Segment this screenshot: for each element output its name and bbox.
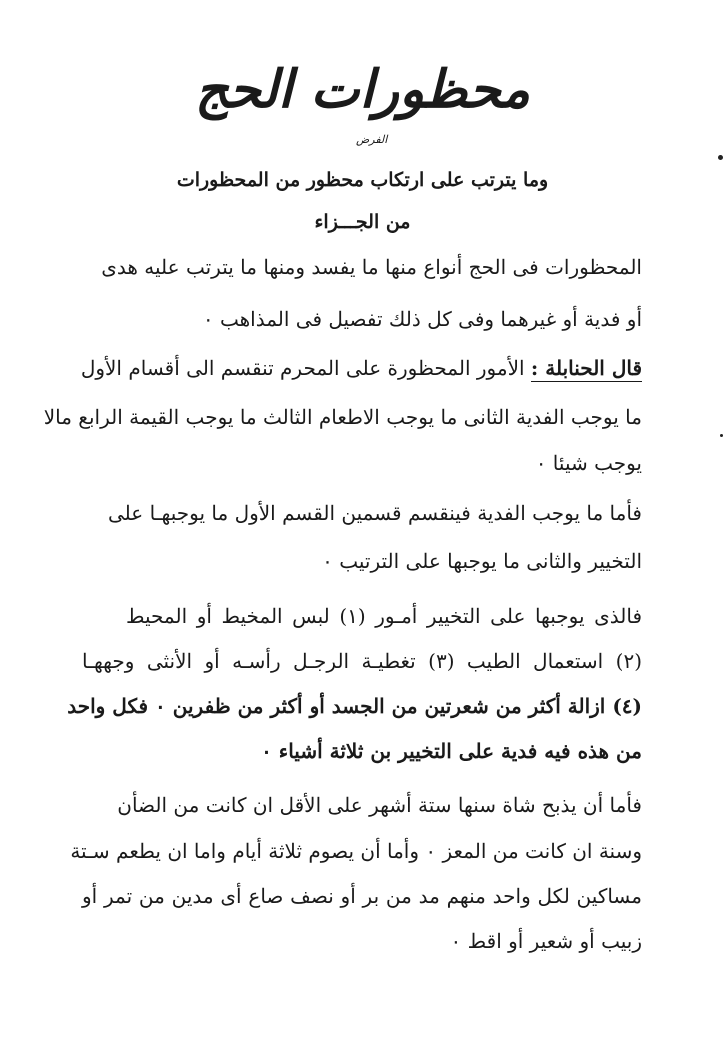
chapter-subtitle-continued: من الجـــزاء	[314, 211, 411, 233]
paragraph-line: فأما ما يوجب الفدية فينقسم قسمين القسم الأول ما يوجبهـا على	[108, 501, 642, 525]
scan-speck	[720, 434, 723, 437]
title-block	[0, 40, 725, 160]
paragraph-line: يوجب شيئا ٠	[535, 451, 642, 475]
paragraph-line: زبيب أو شعير أو اقط ٠	[450, 929, 642, 953]
paragraph-line: المحظورات فى الحج أنواع منها ما يفسد ومنها ما يترتب عليه هدى	[101, 255, 642, 279]
paragraph-line-with-lead	[80, 355, 642, 381]
paragraph-line: من هذه فيه فدية على التخيير بن ثلاثة أشياء ٠	[261, 739, 642, 763]
paragraph-line: أو فدية أو غيرهما وفى كل ذلك تفصيل فى المذاهب ٠	[202, 307, 642, 331]
paragraph-line: وسنة ان كانت من المعز ٠ وأما أن يصوم ثلاثة أيام واما ان يطعم سـتة	[70, 839, 642, 863]
paragraph-line: فالذى يوجبها على التخيير أمـور (١) لبس المخيط أو المحيط	[126, 604, 642, 628]
paragraph-line: ما يوجب الفدية الثانى ما يوجب الاطعام الثالث ما يوجب القيمة الرابع مالا	[43, 405, 642, 429]
paragraph-line: فأما أن يذبح شاة سنها ستة أشهر على الأقل ان كانت من الضأن	[117, 793, 642, 817]
title-annotation: الفرض	[356, 133, 388, 146]
scan-speck	[718, 155, 723, 160]
paragraph-lead: قال الحنابلة :	[530, 356, 642, 380]
chapter-title: محظورات الحج	[195, 59, 530, 120]
chapter-subtitle: وما يترتب على ارتكاب محظور من المحظورات	[176, 169, 549, 191]
paragraph-line: (٢) استعمال الطيب (٣) تغطيـة الرجـل رأسـه أو الأنثى وجههـا	[82, 649, 643, 673]
paragraph-line: التخيير والثانى ما يوجبها على الترتيب ٠	[322, 549, 642, 573]
paragraph-line: مساكين لكل واحد منهم مد من بر أو نصف صاع أى مدين من تمر أو	[82, 884, 642, 908]
paragraph-line-text: الأمور المحظورة على المحرم تنقسم الى أقسام الأول	[80, 356, 525, 380]
paragraph-line: (٤) ازالة أكثر من شعرتين من الجسد أو أكثر من ظفرين ٠ فكل واحد	[67, 694, 642, 718]
